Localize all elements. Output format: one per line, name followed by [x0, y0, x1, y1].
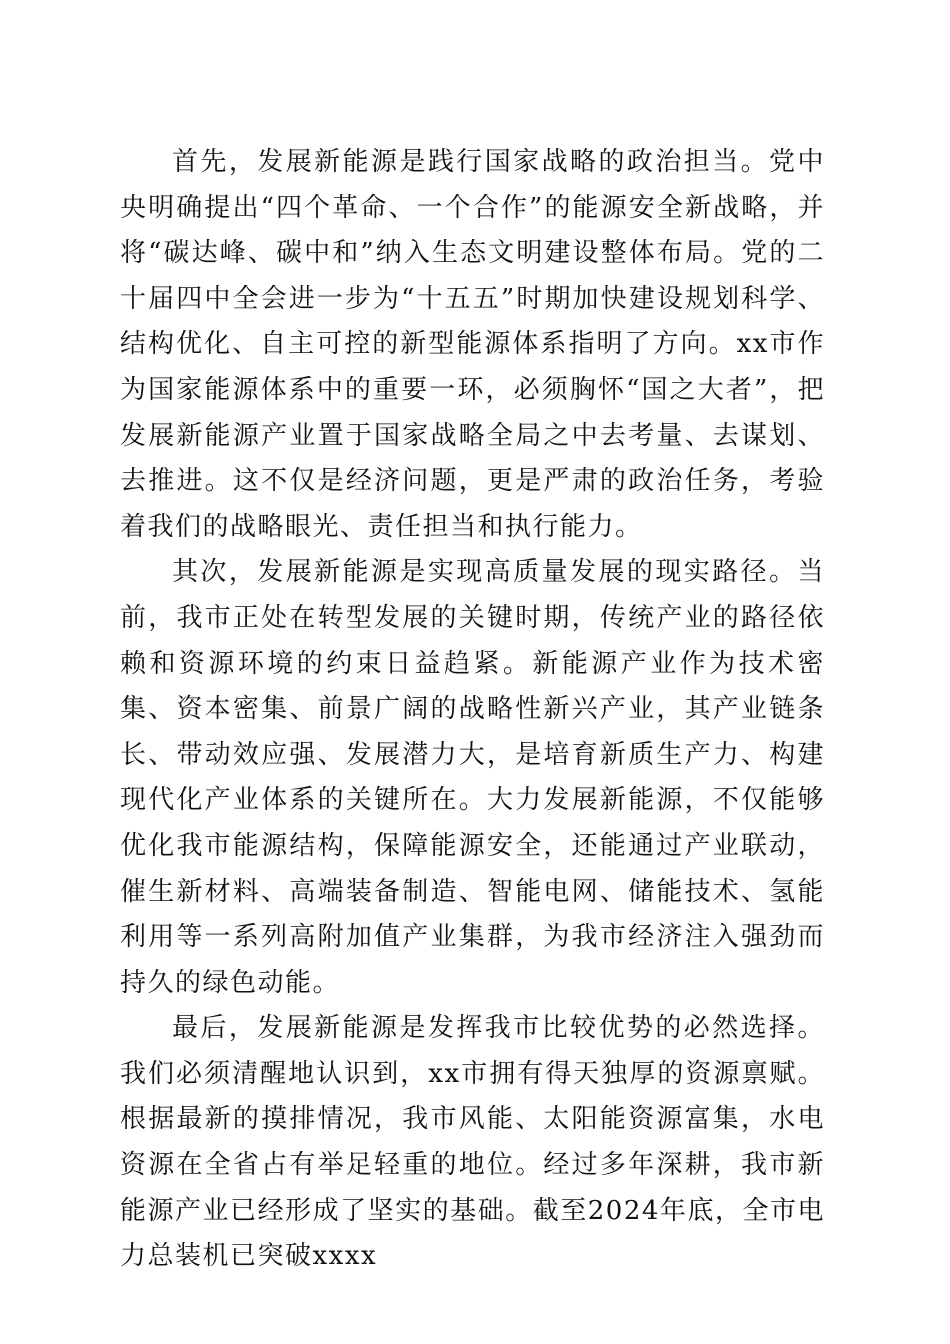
paragraph-first: 首先，发展新能源是践行国家战略的政治担当。党中央明确提出“四个革命、一个合作”的能源安全新战略，并将“碳达峰、碳中和”纳入生态文明建设整体布局。党的二十届四中全会进一步为“十五五”时期加快建设规划科学、结构优化、自主可控的新型能源体系指明了方向。xx市作为国家能源体系中的重要一环，必须胸怀“国之大者”，把发展新能源产业置于国家战略全局之中去考量、去谋划、去推进。这不仅是经济问题，更是严肃的政治任务，考验着我们的战略眼光、责任担当和执行能力。 [120, 147, 825, 542]
paragraph-second: 其次，发展新能源是实现高质量发展的现实路径。当前，我市正处在转型发展的关键时期，传统产业的路径依赖和资源环境的约束日益趋紧。新能源产业作为技术密集、资本密集、前景广阔的战略性新兴产业，其产业链条长、带动效应强、发展潜力大，是培育新质生产力、构建现代化产业体系的关键所在。大力发展新能源，不仅能够优化我市能源结构，保障能源安全，还能通过产业联动，催生新材料、高端装备制造、智能电网、储能技术、氢能利用等一系列高附加值产业集群，为我市经济注入强劲而持久的绿色动能。 [120, 557, 825, 998]
document-body [120, 140, 825, 1280]
paragraph-third: 最后，发展新能源是发挥我市比较优势的必然选择。我们必须清醒地认识到，xx市拥有得天独厚的资源禀赋。根据最新的摸排情况，我市风能、太阳能资源富集，水电资源在全省占有举足轻重的地位。经过多年深耕，我市新能源产业已经形成了坚实的基础。截至2024年底，全市电力总装机已突破xxxx [120, 1013, 825, 1272]
